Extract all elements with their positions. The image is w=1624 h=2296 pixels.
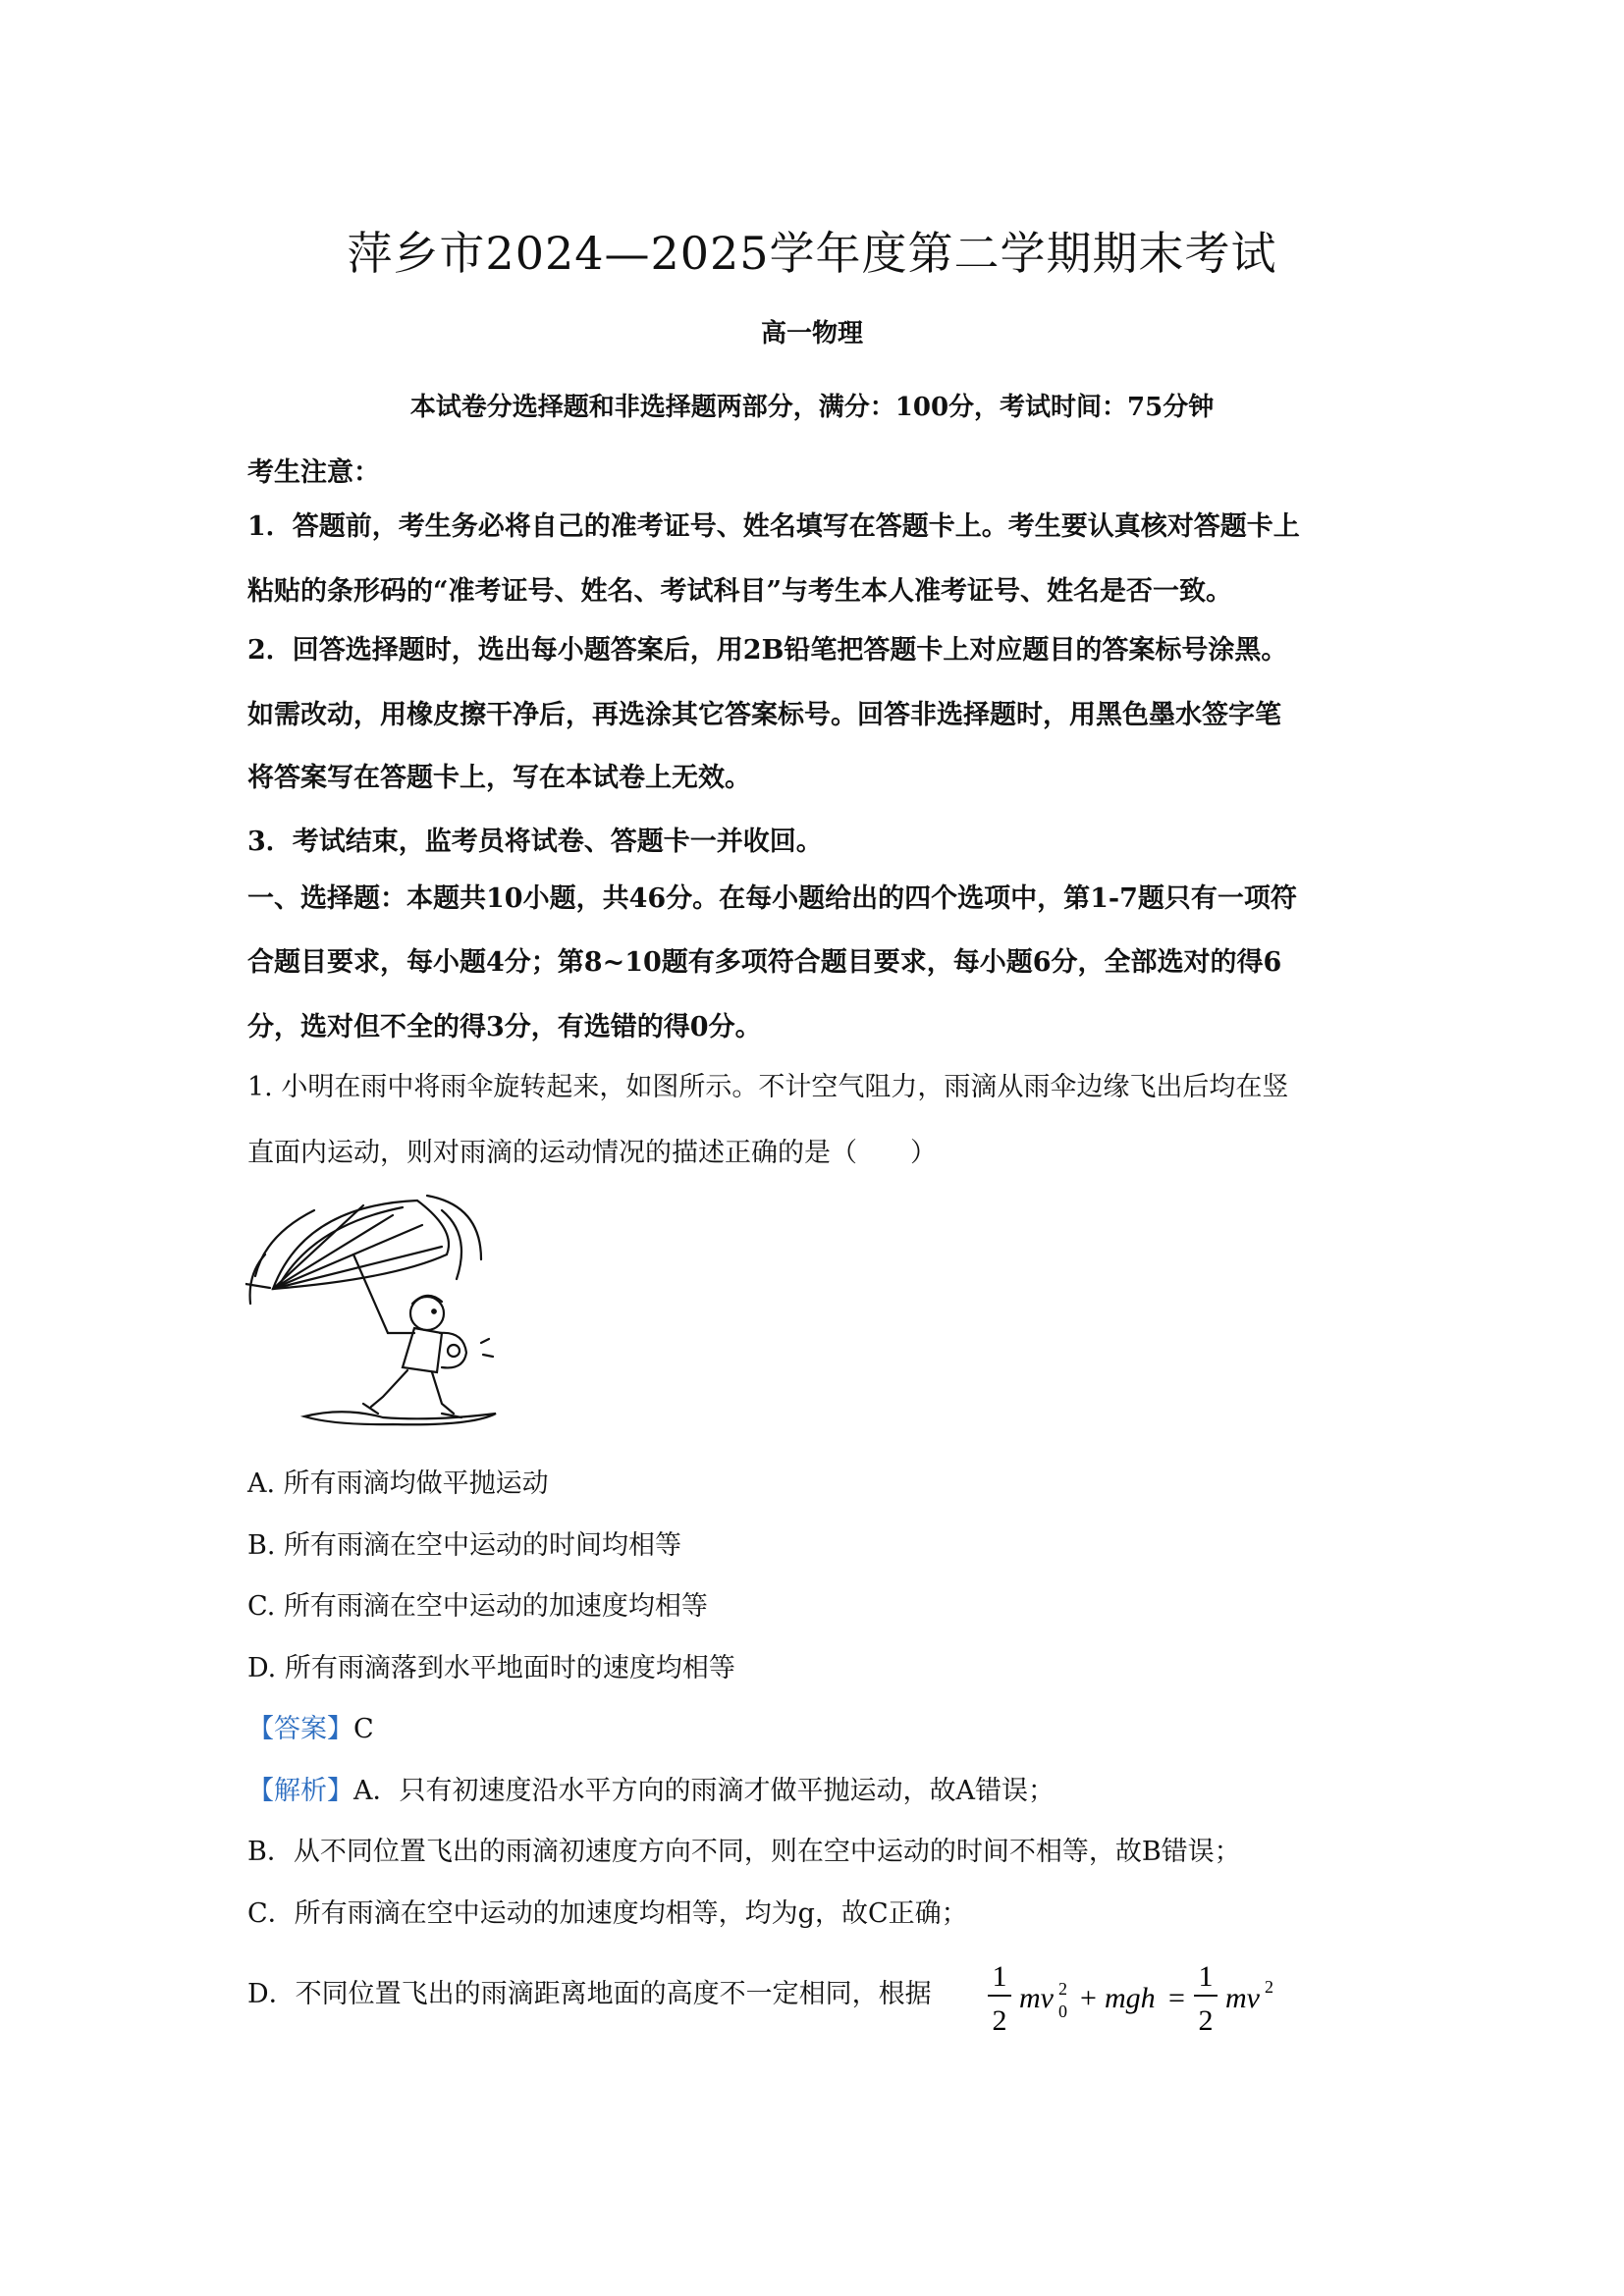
sub-0: 0 bbox=[1058, 2002, 1067, 2021]
question-stem-line: 1. 小明在雨中将雨伞旋转起来，如图所示。不计空气阻力，雨滴从雨伞边缘飞出后均在竖 bbox=[247, 1072, 1289, 1102]
frac-numerator: 1 bbox=[1198, 1960, 1214, 1993]
section-heading-line: 分，选对但不全的得3分，有选错的得0分。 bbox=[247, 1012, 762, 1042]
energy-equation bbox=[982, 1949, 1296, 2047]
frac-numerator: 1 bbox=[992, 1960, 1007, 1993]
notice-line: 1．答题前，考生务必将自己的准考证号、姓名填写在答题卡上。考生要认真核对答题卡上 bbox=[247, 511, 1300, 542]
answer-tag: 【答案】 bbox=[247, 1714, 353, 1744]
frac-denominator: 2 bbox=[1198, 2004, 1214, 2037]
exam-info: 本试卷分选择题和非选择题两部分，满分：100分，考试时间：75分钟 bbox=[409, 393, 1215, 422]
section-heading-line: 合题目要求，每小题4分；第8~10题有多项符合题目要求，每小题6分，全部选对的得6 bbox=[247, 947, 1282, 978]
option-b: B. 所有雨滴在空中运动的时间均相等 bbox=[247, 1530, 682, 1561]
notice-line: 如需改动，用橡皮擦干净后，再选涂其它答案标号。回答非选择题时，用黑色墨水签字笔 bbox=[247, 700, 1281, 730]
answer-value: C bbox=[353, 1714, 374, 1744]
sup-2: 2 bbox=[1265, 1977, 1273, 1997]
umbrella-boy-figure bbox=[245, 1186, 520, 1426]
notice-line: 将答案写在答题卡上，写在本试卷上无效。 bbox=[247, 763, 751, 793]
sup-2: 2 bbox=[1058, 1979, 1067, 1999]
notice-line: 粘贴的条形码的“准考证号、姓名、考试科目”与考生本人准考证号、姓名是否一致。 bbox=[247, 576, 1233, 607]
term-mgh: mgh bbox=[1105, 1982, 1156, 2014]
answer-line bbox=[247, 1710, 374, 1749]
section-heading-line: 一、选择题：本题共10小题，共46分。在每小题给出的四个选项中，第1-7题只有一项符 bbox=[247, 883, 1297, 914]
equals-sign: = bbox=[1168, 1982, 1185, 2014]
analysis-tag: 【解析】 bbox=[247, 1776, 353, 1806]
subject-heading: 高一物理 bbox=[760, 319, 863, 348]
option-c: C. 所有雨滴在空中运动的加速度均相等 bbox=[247, 1591, 708, 1622]
term-mv: mv bbox=[1019, 1982, 1054, 2014]
notice-heading: 考生注意： bbox=[247, 457, 380, 488]
analysis-text: A．只有初速度沿水平方向的雨滴才做平抛运动，故A错误； bbox=[353, 1776, 1055, 1806]
option-a: A. 所有雨滴均做平抛运动 bbox=[247, 1468, 549, 1499]
frac-denominator: 2 bbox=[992, 2004, 1007, 2037]
exam-title: 萍乡市2024—2025学年度第二学期期末考试 bbox=[347, 227, 1277, 280]
analysis-line bbox=[247, 1772, 1055, 1811]
analysis-line: C．所有雨滴在空中运动的加速度均相等，均为g，故C正确； bbox=[247, 1898, 968, 1929]
option-d: D. 所有雨滴落到水平地面时的速度均相等 bbox=[247, 1653, 735, 1683]
analysis-line: D．不同位置飞出的雨滴距离地面的高度不一定相同，根据 bbox=[247, 1979, 932, 2009]
notice-line: 2．回答选择题时，选出每小题答案后，用2B铅笔把答题卡上对应题目的答案标号涂黑。 bbox=[247, 635, 1288, 666]
question-stem-line: 直面内运动，则对雨滴的运动情况的描述正确的是（ ） bbox=[247, 1138, 937, 1168]
notice-line: 3．考试结束，监考员将试卷、答题卡一并收回。 bbox=[247, 827, 823, 857]
analysis-line: B．从不同位置飞出的雨滴初速度方向不同，则在空中运动的时间不相等，故B错误； bbox=[247, 1837, 1241, 1867]
plus-sign: + bbox=[1080, 1982, 1097, 2014]
term-mv: mv bbox=[1225, 1982, 1260, 2014]
